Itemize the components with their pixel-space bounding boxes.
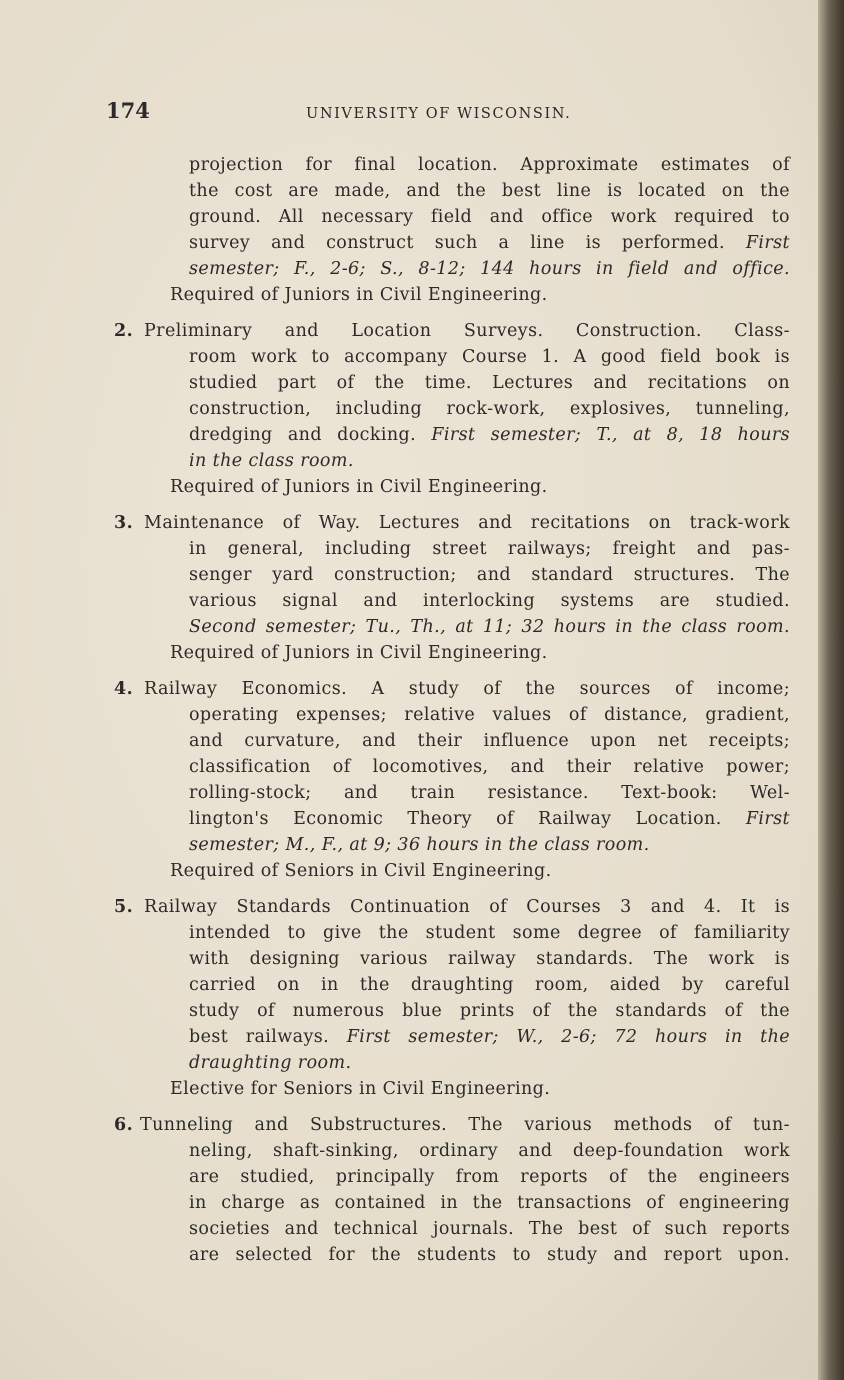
requirement-line: Elective for Seniors in Civil Engineering. (170, 1079, 551, 1099)
text-line: construction, including rock-work, explosives, tunneling, (189, 399, 790, 419)
text-line: intended to give the student some degree of familiarity (189, 923, 790, 943)
schedule-text: First (745, 233, 790, 253)
text-segment: lington's Economic Theory of Railway Location. (189, 809, 722, 829)
book-spine-shadow (818, 0, 844, 1380)
text-line: are studied, principally from reports of the engineers (189, 1167, 790, 1187)
page-header (106, 98, 596, 128)
requirement-line: Required of Juniors in Civil Engineering. (170, 643, 548, 663)
course-title-line: Railway Standards Continuation of Courses 3 and 4. It is (144, 897, 790, 917)
schedule-line: semester; F., 2-6; S., 8-12; 144 hours in field and office. (189, 259, 790, 279)
text-line: rolling-stock; and train resistance. Text-book: Wel- (189, 783, 790, 803)
text-line: with designing various railway standards. The work is (189, 949, 790, 969)
schedule-text: First semester; W., 2-6; 72 hours in the (346, 1027, 790, 1047)
text-segment: dredging and docking. (189, 425, 417, 445)
text-line (189, 230, 790, 256)
schedule-line: Second semester; Tu., Th., at 11; 32 hours in the class room. (189, 617, 790, 637)
course-entry-6 (114, 1112, 790, 1268)
text-line: projection for final location. Approximate estimates of (189, 155, 790, 175)
schedule-line: in the class room. (189, 451, 354, 471)
course-number: 6. (114, 1115, 134, 1135)
requirement-line: Required of Juniors in Civil Engineering. (170, 477, 548, 497)
course-title-line: Preliminary and Location Surveys. Construction. Class- (144, 321, 790, 341)
page-number: 174 (106, 98, 150, 123)
text-line (189, 806, 790, 832)
requirement-line: Required of Juniors in Civil Engineering. (170, 285, 548, 305)
course-entry-4 (114, 676, 790, 884)
course-number: 4. (114, 679, 134, 699)
course-number: 2. (114, 321, 134, 341)
course-entry-3 (114, 510, 790, 666)
text-line: carried on in the draughting room, aided by careful (189, 975, 790, 995)
text-line: various signal and interlocking systems are studied. (189, 591, 790, 611)
requirement-line: Required of Seniors in Civil Engineering. (170, 861, 552, 881)
text-line: studied part of the time. Lectures and recitations on (189, 373, 790, 393)
course-entry-2 (114, 318, 791, 500)
schedule-line: draughting room. (189, 1053, 352, 1073)
text-line: ground. All necessary field and office work required to (189, 207, 790, 227)
text-line: the cost are made, and the best line is located on the (189, 181, 790, 201)
text-line (189, 1024, 790, 1050)
text-line: and curvature, and their influence upon net receipts; (189, 731, 790, 751)
course-title-line: Maintenance of Way. Lectures and recitations on track-work (144, 513, 790, 533)
text-line: societies and technical journals. The best of such reports (189, 1219, 790, 1239)
schedule-text: First (745, 809, 790, 829)
course-number: 5. (114, 897, 134, 917)
page-body (114, 152, 791, 1268)
text-line: senger yard construction; and standard structures. The (189, 565, 790, 585)
text-line: room work to accompany Course 1. A good field book is (189, 347, 790, 367)
schedule-line: semester; M., F., at 9; 36 hours in the class room. (189, 835, 650, 855)
text-line: neling, shaft-sinking, ordinary and deep-foundation work (189, 1141, 790, 1161)
text-segment: best railways. (189, 1027, 330, 1047)
text-line: operating expenses; relative values of distance, gradient, (189, 705, 790, 725)
course-1-continuation (189, 152, 790, 282)
text-line: classification of locomotives, and their relative power; (189, 757, 790, 777)
schedule-text: First semester; T., at 8, 18 hours (431, 425, 791, 445)
course-entry-5 (114, 894, 790, 1102)
text-segment: survey and construct such a line is performed. (189, 233, 725, 253)
course-title-line: Tunneling and Substructures. The various methods of tun- (140, 1115, 790, 1135)
text-line (189, 422, 790, 448)
running-head: UNIVERSITY OF WISCONSIN. (306, 106, 572, 122)
text-line: study of numerous blue prints of the standards of the (189, 1001, 790, 1021)
course-number: 3. (114, 513, 134, 533)
text-line: in charge as contained in the transactions of engineering (189, 1193, 790, 1213)
text-line: are selected for the students to study and report upon. (189, 1245, 790, 1265)
text-line: in general, including street railways; freight and pas- (189, 539, 790, 559)
course-title-line: Railway Economics. A study of the sources of income; (144, 679, 790, 699)
